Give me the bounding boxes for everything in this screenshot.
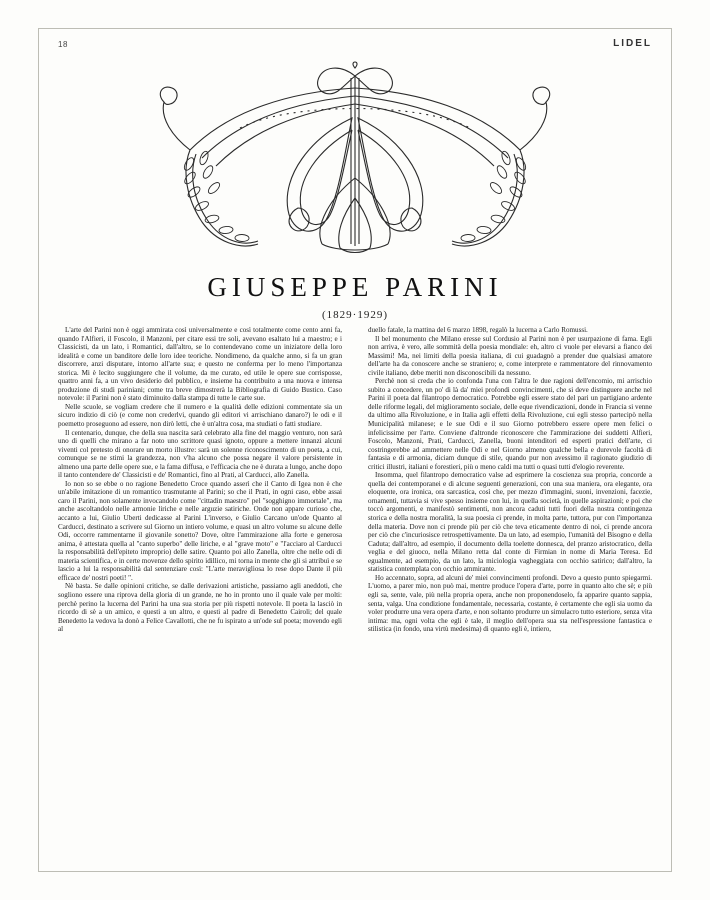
paragraph: Il centenario, dunque, che della sua nascita sarà celebrato alla fine del maggio venturo, non sarà uno di quelli che mirano a far noto uno scrittore quasi ignoto, oppure a mettere innanzi alcuni viventi col pretesto di onorare un morto illustre: sarà un solenne riconoscimento di un poeta, a cui, comunque se ne stimi la grandezza, non v'ha alcuno che possa negare il valore persistente in almeno una parte delle opere sue, e la fama diffusa, e l'efficacia che ne è durata a lungo, anche dopo il tanto contendere de' Classicisti e de' Romantici, fino al Prati, al Carducci, allo Zanella. [58, 428, 342, 480]
paragraph: Nelle scuole, se vogliam credere che il numero e la qualità delle edizioni commentate sia un sicuro indizio di ciò (e come non crederlvi, quando gli editori vi arrischiano danaro?) le odi e il poemetto proseguono ad essere, non dirò letti, che è un'altra cosa, ma studiati o fatti studiare. [58, 402, 342, 429]
page-header [58, 40, 652, 56]
paragraph: Il bel monumento che Milano eresse sul Cordusio al Parini non è per usurpazione di fama. Egli non arriva, è vero, alle sommità della poesia mondiale: eh, altro ci vuole per elevarsi a fianco dei Massimi! Ma, nei limiti della poesia italiana, di cui guadagnò a prender due qualsiasi amatore dell'arte ha da conoscere anche se straniero; e, come interprete e rammentatore del rinnovamento civile italiano, debe meriti non disconoscibili da nessuno. [368, 334, 652, 377]
page-number: 18 [58, 40, 68, 49]
paragraph: Perchè non si creda che io confonda l'una con l'altra le due ragioni dell'encomio, mi arrischio subito a concedere, un po' di là da' miei profondi convincimenti, che si deve distinguere anche nel Parini il poeta dal filantropo democratico. Potrebbe egli essere stato del pari un partigiano ardente delle riforme legali, del miglioramento sociale, delle eque rivendicazioni, donde in Francia si venne da ultimo alla Rivoluzione, e in Italia agli effetti della Rivoluzione, cui egli stesso partecipò nella Municipalità milanese; e le sue Odi e il suo Giorno potrebbero essere opere men felici o infelicissime per l'arte. Conviene d'altronde riconoscere che l'ammirazione dei suddetti Alfieri, Foscolo, Manzoni, Prati, Carducci, Zanella, buoni intenditori ed esperti pratici dell'arte, ci costringerebbe ad ammettere nelle Odi e nel Giorno almeno qualche bella e durevole facoltà di fantasia e di armonia, diciam dunque di stile, quando pur non avessimo il ragionato giudizio di critici illustri, italiani e forestieri, più o meno caldi ma tutti o quasi tutti d'elogio reverente. [368, 377, 652, 471]
page-title: GIUSEPPE PARINI [207, 272, 503, 302]
paragraph: Ho accennato, sopra, ad alcuni de' miei convincimenti profondi. Devo a questo punto spiegarmi. L'uomo, a parer mio, non può mai, mentre produce l'opera d'arte, porre in quanto alto che sè; e più egli sa, sente, vale, più nella propria opera, anche non proponendoselo, fa apparire quanto sappia, senta, valga. Una condizione fondamentale, necessaria, costante, è certamente che egli sia uomo da voler produrre una vera opera d'arte, e non soltanto produrre un simulacro tutto esteriore, senza vita intima: ma, ogni volta che egli è tale, il meglio dell'opera sua sta nell'espressione fantastica e stilistica (in fondo, una virtù medesima) di quanto egli è, intiero, [368, 573, 652, 634]
paragraph: Io non so se ebbe o no ragione Benedetto Croce quando asserì che il Canto di Igea non è che un'abile imitazione di un romantico trasmutante al Parini; so che il Prati, in ogni caso, ebbe assai caro il Parini, non solamente invocandolo come "cittadin maestro" pel "sogghigno immortale", ma anche ascoltandolo nelle armonie liriche e nelle arguzie satiriche. Onde non appare curioso che, accanto a lui, Giulio Uberti dedicasse al Parini L'inverso, e Giulio Carcano un'ode Quanto al Carducci, destinato a scrivere sul Giorno un intiero volume, e quasi un altro volume su alcune delle Odi, occorre rammentarne il giovanile sonetto? Dove, oltre l'ammirazione alla forte e generosa anima, è attestata quella al "canto superbo" delle liriche, e al "grave moto" e "l'acciaro al Carducci la responsabilità dell'epiteto improprio) delle satire. Quanto poi allo Zanella, oltre che nelle odi di materia scientifica, e in certe movenze dello spirito idillico, mi torna in mente che gli si attribuì e se lascio a lui la responsabilità dal sentenziare così: "L'arte meravigliosa lo rese dopo Dante il più efficace de' nostri poeti! ". [58, 479, 342, 582]
masthead-title: LIDEL [613, 38, 652, 49]
article-body [58, 326, 652, 856]
paragraph: L'arte del Parini non è oggi ammirata così universalmente e così totalmente come cento anni fa, quando l'Alfieri, il Foscolo, il Manzoni, per citare essi tre soli, avevano esaltato lui a maestro; e i Classicisti, da un lato, i Romantici, dall'altro, se lo contendevano come un iniziatore della loro idealità e come un banditore delle loro idee teoriche. Nondimeno, da qualche anno, si fa un gran discorrere, anzi disputare, intorno all'arte sua; e questo ne conferma per lo meno l'importanza storica. Mi è lecito suggiungere che il volume, da me curato, ed utile le opere sue corrisposse, quattro anni fa, a un vivo desiderio del pubblico, e insieme ha contribuito a una nuova e intensa produzione di studi pariniani; come tra breve dimostrerà la Bibliografia di Guido Bustico. Caso notevole: il Parini non è stato diminuito dalla stampa di tutte le carte sue. [58, 326, 342, 403]
article-title-block [58, 272, 652, 321]
paragraph: Nè basta. Se dalle opinioni critiche, se dalle derivazioni artistiche, passiamo agli aneddoti, che sogliono essere una riprova della gloria di un grande, ne ho in pronto uno il quale vale per molti: perchè perino la lucerna del Parini ha una sua storia per più rispetti notevole. Il poeta la lasciò in ricordo di sè a un amico, e questi a un altro, e questi al padre di Benedetto Cairoli; del quale Benedetto la vedova la donò a Felice Cavallotti, che ne fu ispirato a un'ode sul poeta; movendo egli al [58, 582, 342, 634]
title-dates: (1829·1929) [322, 309, 388, 321]
column-left [58, 326, 342, 856]
paragraph: duello fatale, la mattina del 6 marzo 1898, regalò la lucerna a Carlo Romussi. [368, 326, 588, 334]
paragraph: Insomma, quel filantropo democratico valse ad esprimere la coscienza sua propria, concorde a quella dei contemporanei e di alcune seguenti generazioni, con una sua maniera, ora elegante, ora eloquente, ora ironica, ora sarcastica, così che, per mezzo d'immagini, suoni, invenzioni, facezie, ornamenti, tuttavia si vive spesso insieme con lui, in quella società, in quelle aspirazioni; e poi che toccò argomenti, e manifestò sentimenti, non ancora caduti tutti fuori della nostra contingenza storica e della nostra moralità, la sua poesia ci prende, in molta parte, tuttora, pur con l'importanza della materia. Dove non ci prende più per ciò che teva eticamente dentro di noi, ci prende ancora per ciò che c'incuriosisce retrospettivamente. Da un lato, ad esempio, l'umanità del Bisogno e della Caduta; dall'altro, ad esempio, il documento della toelette donnesca, del pranzo aristocratico, della veglia e del giuoco, nella Milano retta dal conte di Firmian in nome di Maria Teresa. Ed egualmente, ad esempio, da un lato, la miciologia vagheggiata con occhio satirico; dall'altro, la statistica contemplata con occhio ammirante. [368, 471, 652, 574]
column-right [368, 326, 652, 856]
art-nouveau-floral-headpiece [90, 58, 620, 258]
